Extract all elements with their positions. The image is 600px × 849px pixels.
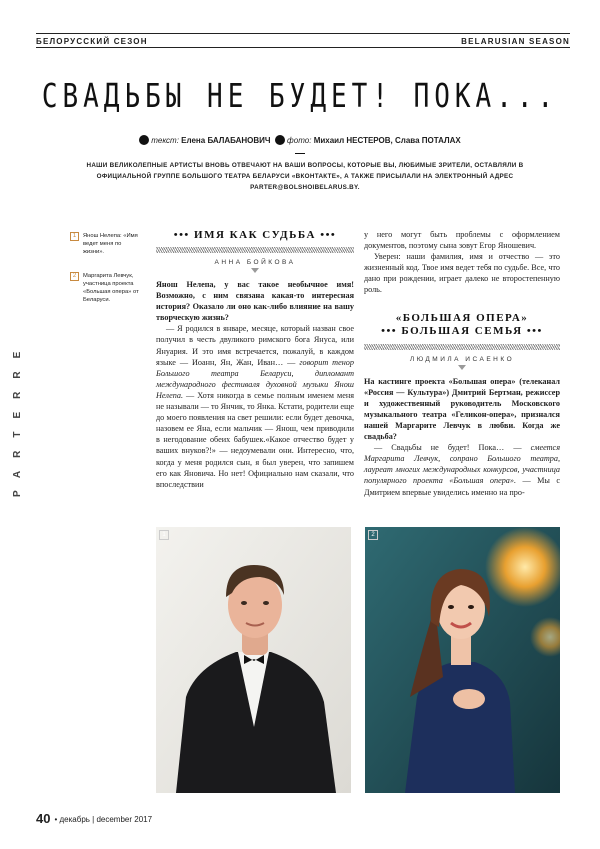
section-1-question: Янош Нелепа, у вас такое необычное имя! Возможно, с ним связана какая-то интересная история? Оказало ли оно как-либо влияние на вашу творческую жизнь? <box>156 280 354 323</box>
credit-text-author: Елена БАЛАБАНОВИЧ <box>181 136 271 145</box>
caption-text: Маргарита Левчук, участница проекта «Большая опера» от Беларуси. <box>83 273 139 303</box>
answer-text-cont: — Хотя никогда в семье полным именем меня не называли — то Янчик, то Янка. Кстати, родители еще до моего появления на свет решили: если будет девочка, назовем ее Яна, если мальчик — Янош, чем приводили в негодование обеих бабушек.«Какое отчество будет у ваших внуков?!» — недоумевали они. Интересно, что, когда у меня родился сын, я был уверен, что запишем его как Яновича. Но нет! Официально нам сказали, что впоследствии <box>156 390 354 489</box>
credit-photo-author: Михаил НЕСТЕРОВ, Слава ПОТАЛАХ <box>313 136 461 145</box>
answer-attribution: смеется Маргарита Левчук, сопрано Большого театра, лауреат многих международных конкурсов, участница популярного проекта «Большая опера». <box>364 443 560 486</box>
photo-number: 2 <box>368 530 378 540</box>
caption-1 <box>70 232 140 256</box>
issue-date: • декабрь | december 2017 <box>54 815 153 824</box>
section-2-question: На кастинге проекта «Большая опера» (телеканал «Россия — Культура») Дмитрий Бертман, режиссер и художественный руководитель Московского музыкального театра «Геликон-опера», признался нашей Маргарите Левчук в любви. Когда же свадьба? <box>364 376 560 442</box>
column-2 <box>364 229 560 498</box>
section-1-conclusion: Уверен: наши фамилия, имя и отчество — это жизненный код. Твое имя ведет тебя по судьбе. Все, что дано при рождении, играет далеко не второстепенную роль. <box>364 252 560 295</box>
section-2-title-line1: «БОЛЬШАЯ ОПЕРА» <box>395 311 529 324</box>
credits <box>0 135 600 145</box>
caption-number: 1 <box>70 232 79 241</box>
vertical-magazine-label: PARTERRE <box>12 338 23 498</box>
section-1-author: АННА БОЙКОВА <box>214 259 296 266</box>
header-rule-bottom <box>36 47 570 48</box>
caption-number: 2 <box>70 272 79 281</box>
article-title: СВАДЬБЫ НЕ БУДЕТ! ПОКА... <box>41 78 559 116</box>
photo-number: 1 <box>159 530 169 540</box>
page-footer <box>36 811 152 826</box>
section-label-en: BELARUSIAN SEASON <box>461 37 570 46</box>
camera-icon <box>275 135 285 145</box>
section-1-title: ••• ИМЯ КАК СУДЬБА ••• <box>173 229 337 241</box>
section-2-author: ЛЮДМИЛА ИСАЕНКО <box>409 355 515 363</box>
credit-text-label: текст: <box>151 136 179 145</box>
divider <box>295 153 305 154</box>
tenor-portrait-image <box>156 527 351 793</box>
column-1 <box>156 229 354 490</box>
section-2-title <box>364 312 560 338</box>
triangle-marker-icon <box>458 365 466 370</box>
hatch-divider <box>364 344 560 350</box>
page-number: 40 <box>36 811 51 826</box>
section-2-title-line2: ••• БОЛЬШАЯ СЕМЬЯ ••• <box>381 324 543 337</box>
section-1-answer <box>156 323 354 489</box>
credit-photo-label: фото: <box>286 136 312 145</box>
caption-2 <box>70 272 140 304</box>
section-2-answer <box>364 442 560 497</box>
triangle-marker-icon <box>251 268 259 273</box>
answer-attribution: говорит тенор Большого театра Беларуси, дипломант международного фестиваля духовной музыки Янош Нелепа. <box>156 357 354 400</box>
photo-tenor <box>156 527 351 793</box>
caption-text: Янош Нелепа: «Имя ведет меня по жизни». <box>83 233 138 255</box>
photo-soprano <box>365 527 560 793</box>
header-rule-top <box>36 33 570 34</box>
answer-text: — Свадьбы не будет! Пока… — <box>374 443 531 453</box>
lead-paragraph: НАШИ ВЕЛИКОЛЕПНЫЕ АРТИСТЫ ВНОВЬ ОТВЕЧАЮТ НА ВАШИ ВОПРОСЫ, КОТОРЫЕ ВЫ, ЛЮБИМЫЕ ЗРИТЕЛИ, ОСТАВЛЯЛИ В ОФИЦИАЛЬНОЙ ГРУППЕ БОЛЬШОГО ТЕАТРА БЕЛАРУСИ «ВКОНТАКТЕ», А ТАКЖЕ ПРИСЫЛАЛИ НА ЭЛЕКТРОННЫЙ АДРЕС PARTER@BOLSHOIBELARUS.BY. <box>86 162 524 191</box>
section-label-ru: БЕЛОРУССКИЙ СЕЗОН <box>36 37 148 46</box>
answer-text-cont: — Мы с Дмитрием впервые увиделись именно на про- <box>364 476 560 497</box>
hatch-divider <box>156 247 354 253</box>
pen-icon <box>139 135 149 145</box>
soprano-portrait-image <box>365 527 560 793</box>
section-1-continuation: у него могут быть проблемы с оформлением документов, поэтому сына зовут Егор Яношевич. <box>364 230 560 251</box>
answer-text: — Я родился в январе, месяце, который назван свое получил в честь двуликого римского бога Януса, или Януария. И это имя встречается, пожалуй, в каждом языке — Иоанн, Ян, Жан, Иван… — <box>156 324 354 367</box>
